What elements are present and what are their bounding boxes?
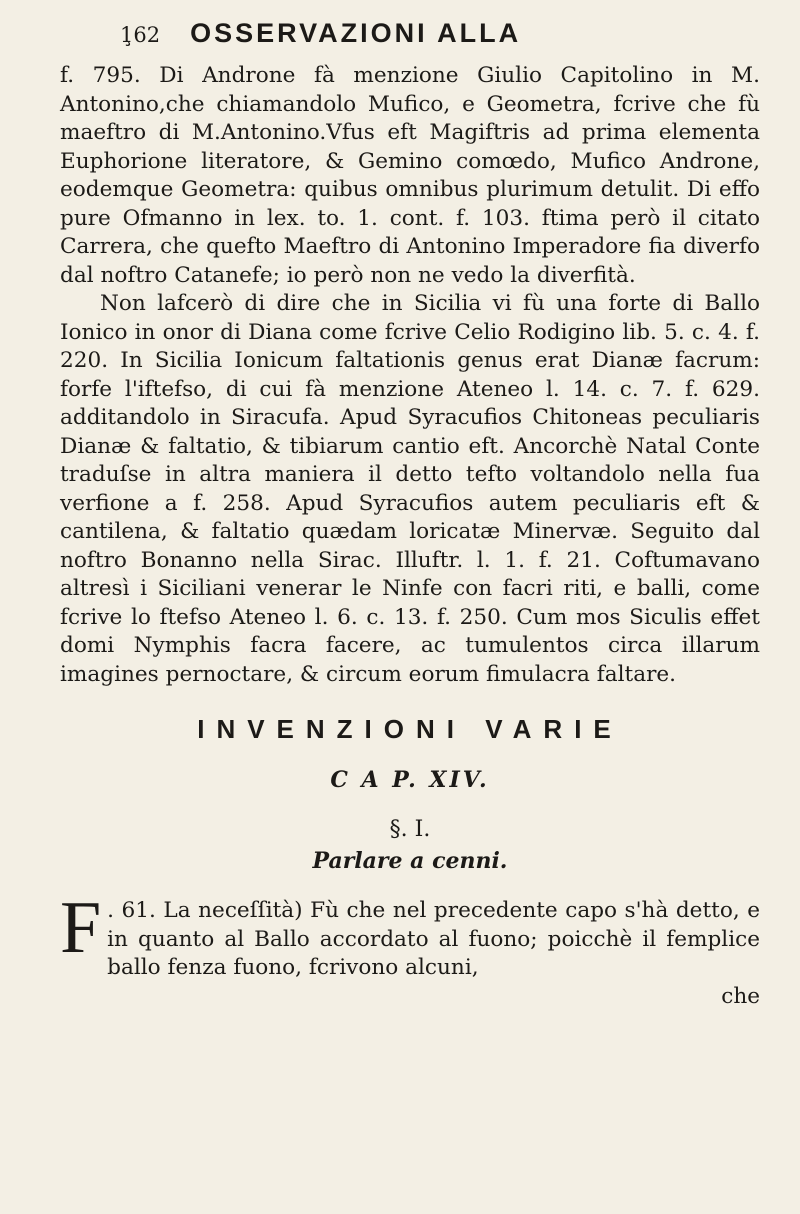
running-head	[120, 18, 760, 49]
page-number: 1̧62	[120, 23, 161, 47]
catchword: che	[721, 983, 760, 1009]
final-paragraph-block	[60, 887, 760, 1011]
paragraph-1: f. 795. Di Androne fà menzione Giulio Capitolino in M. Antonino,che chiamandolo Mufico, e Geometra, fcrive che fù maeftro di M.Antonino.Vfus eft Magiftris ad prima elementa Euphorione literatore, & Gemino comœdo, Mufico Androne, eodemque Geometra: quibus omnibus plurimum detulit. Di effo pure Ofmanno in lex. to. 1. cont. f. 103. ftima però il citato Carrera, che quefto Maeftro di Antonino Imperadore fia diverfo dal noftro Catanefe; io però non ne vedo la diverfità.	[60, 63, 760, 288]
paragraph-title: Parlare a cenni.	[312, 847, 508, 874]
running-title: OSSERVAZIONI ALLA	[190, 18, 522, 48]
section-title: INVENZIONI VARIE	[197, 714, 623, 744]
final-paragraph: . 61. La neceſſità) Fù che nel precedente capo s'hà detto, e in quanto al Ballo accordato al fuono; poicchè il femplice ballo fenza fuono, fcrivono alcuni,	[107, 898, 760, 980]
section-heading-block	[60, 715, 760, 875]
body-text	[60, 62, 760, 1011]
paragraph-number: §. I.	[389, 817, 431, 842]
paragraph-2: Non lafcerò di dire che in Sicilia vi fù una forte di Ballo Ionico in onor di Diana come fcrive Celio Rodigino lib. 5. c. 4. f. 220. In Sicilia Ionicum faltationis genus erat Dianæ facrum: forfe l'iftefso, di cui fà menzione Ateneo l. 14. c. 7. f. 629. additandolo in Siracufa. Apud Syracufios Chitoneas peculiaris Dianæ & faltatio, & tibiarum cantio eft. Ancorchè Natal Conte traduſse in altra maniera il detto tefto voltandolo nella fua verfione a f. 258. Apud Syracufios autem peculiaris eft & cantilena, & faltatio quædam loricatæ Minervæ. Seguito dal noftro Bonanno nella Sirac. Illuftr. l. 1. f. 21. Coftumavano altresì i Siciliani venerar le Ninfe con facri riti, e balli, come fcrive lo ftefso Ateneo l. 6. c. 13. f. 250. Cum mos Siculis effet domi Nymphis facra facere, ac tumulentos circa illarum imagines pernoctare, & circum eorum fimulacra faltare.	[60, 291, 760, 687]
chapter-heading: C A P. XIV.	[330, 766, 490, 793]
drop-cap: F	[60, 887, 102, 969]
